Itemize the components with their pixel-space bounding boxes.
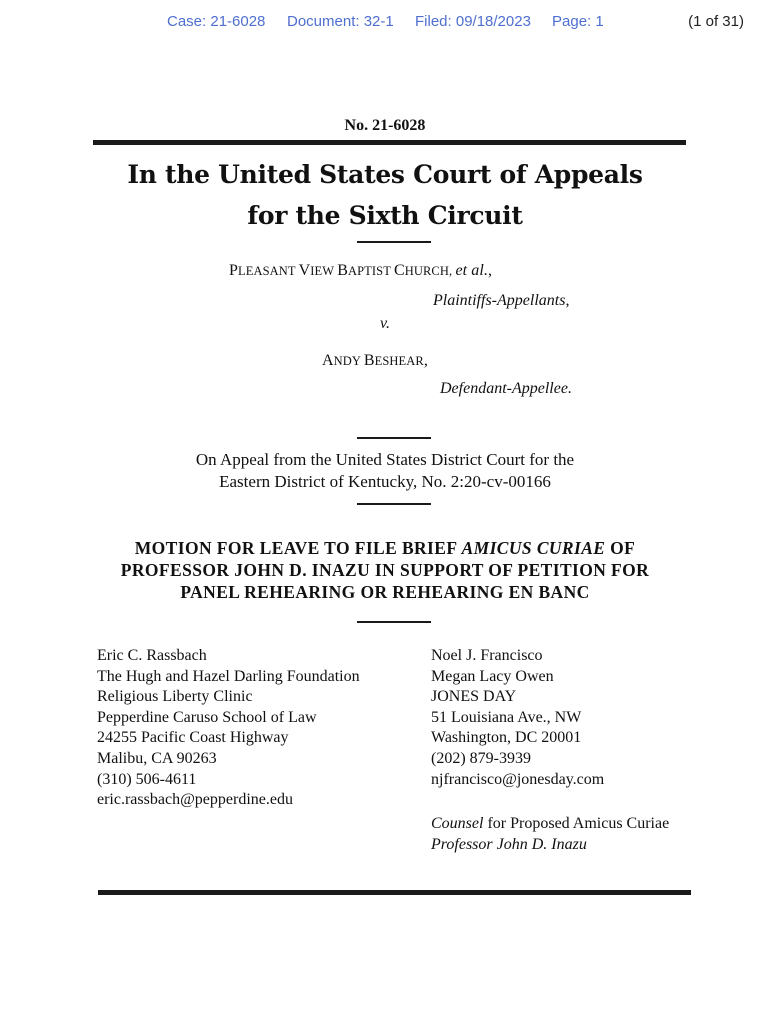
counsel-for-line2: Professor John D. Inazu (431, 835, 587, 853)
counsel-line: Eric C. Rassbach (97, 647, 207, 664)
counsel-block-right (431, 646, 604, 790)
ecf-page-number: Page: 1 (552, 13, 604, 30)
counsel-line: (202) 879-3939 (431, 749, 531, 767)
docket-number: No. 21-6028 (344, 117, 426, 134)
ecf-filed-date: Filed: 09/18/2023 (415, 13, 531, 30)
motion-title-line1: MOTION FOR LEAVE TO FILE BRIEF AMICUS CURIAE OF (134, 538, 636, 558)
counsel-line: Pepperdine Caruso School of Law (97, 708, 317, 726)
counsel-line: Malibu, CA 90263 (97, 749, 217, 767)
plaintiff-role: Plaintiffs-Appellants, (433, 292, 570, 309)
counsel-block-left (97, 646, 360, 811)
court-name-line1: In the United States Court of Appeals (127, 160, 643, 189)
counsel-for-line1: Counsel for Proposed Amicus Curiae (431, 815, 670, 832)
page-count: (1 of 31) (688, 13, 744, 30)
counsel-line: 24255 Pacific Coast Highway (97, 729, 289, 747)
counsel-line: JONES DAY (431, 688, 517, 706)
divider (357, 503, 431, 505)
versus: v. (380, 315, 390, 332)
divider (357, 241, 431, 243)
counsel-line: The Hugh and Hazel Darling Foundation (97, 667, 360, 685)
court-name-line2: for the Sixth Circuit (247, 201, 523, 230)
top-rule (93, 140, 686, 145)
divider (357, 621, 431, 623)
counsel-line: Noel J. Francisco (431, 647, 543, 664)
defendant-role: Defendant-Appellee. (440, 380, 572, 397)
divider (357, 437, 431, 439)
appeal-line1: On Appeal from the United States District Court for the (195, 450, 575, 469)
motion-title-line2: PROFESSOR JOHN D. INAZU IN SUPPORT OF PETITION FOR (120, 560, 650, 580)
plaintiff-name: PLEASANT VIEW BAPTIST CHURCH, et al., (229, 262, 493, 279)
ecf-document-number: Document: 32-1 (287, 13, 394, 30)
ecf-case-number: Case: 21-6028 (167, 13, 266, 30)
counsel-email: eric.rassbach@pepperdine.edu (97, 791, 293, 809)
counsel-email: njfrancisco@jonesday.com (431, 770, 605, 788)
bottom-rule (98, 890, 691, 895)
counsel-line: 51 Louisiana Ave., NW (431, 708, 582, 726)
counsel-line: Megan Lacy Owen (431, 667, 554, 685)
counsel-line: Washington, DC 20001 (431, 729, 582, 747)
counsel-line: Religious Liberty Clinic (97, 688, 253, 706)
defendant-name: ANDY BESHEAR, (322, 352, 428, 369)
counsel-line: (310) 506-4611 (97, 770, 197, 788)
counsel-for (431, 814, 669, 855)
motion-title-line3: PANEL REHEARING OR REHEARING EN BANC (180, 582, 590, 602)
appeal-line2: Eastern District of Kentucky, No. 2:20-cv-00166 (219, 472, 551, 491)
